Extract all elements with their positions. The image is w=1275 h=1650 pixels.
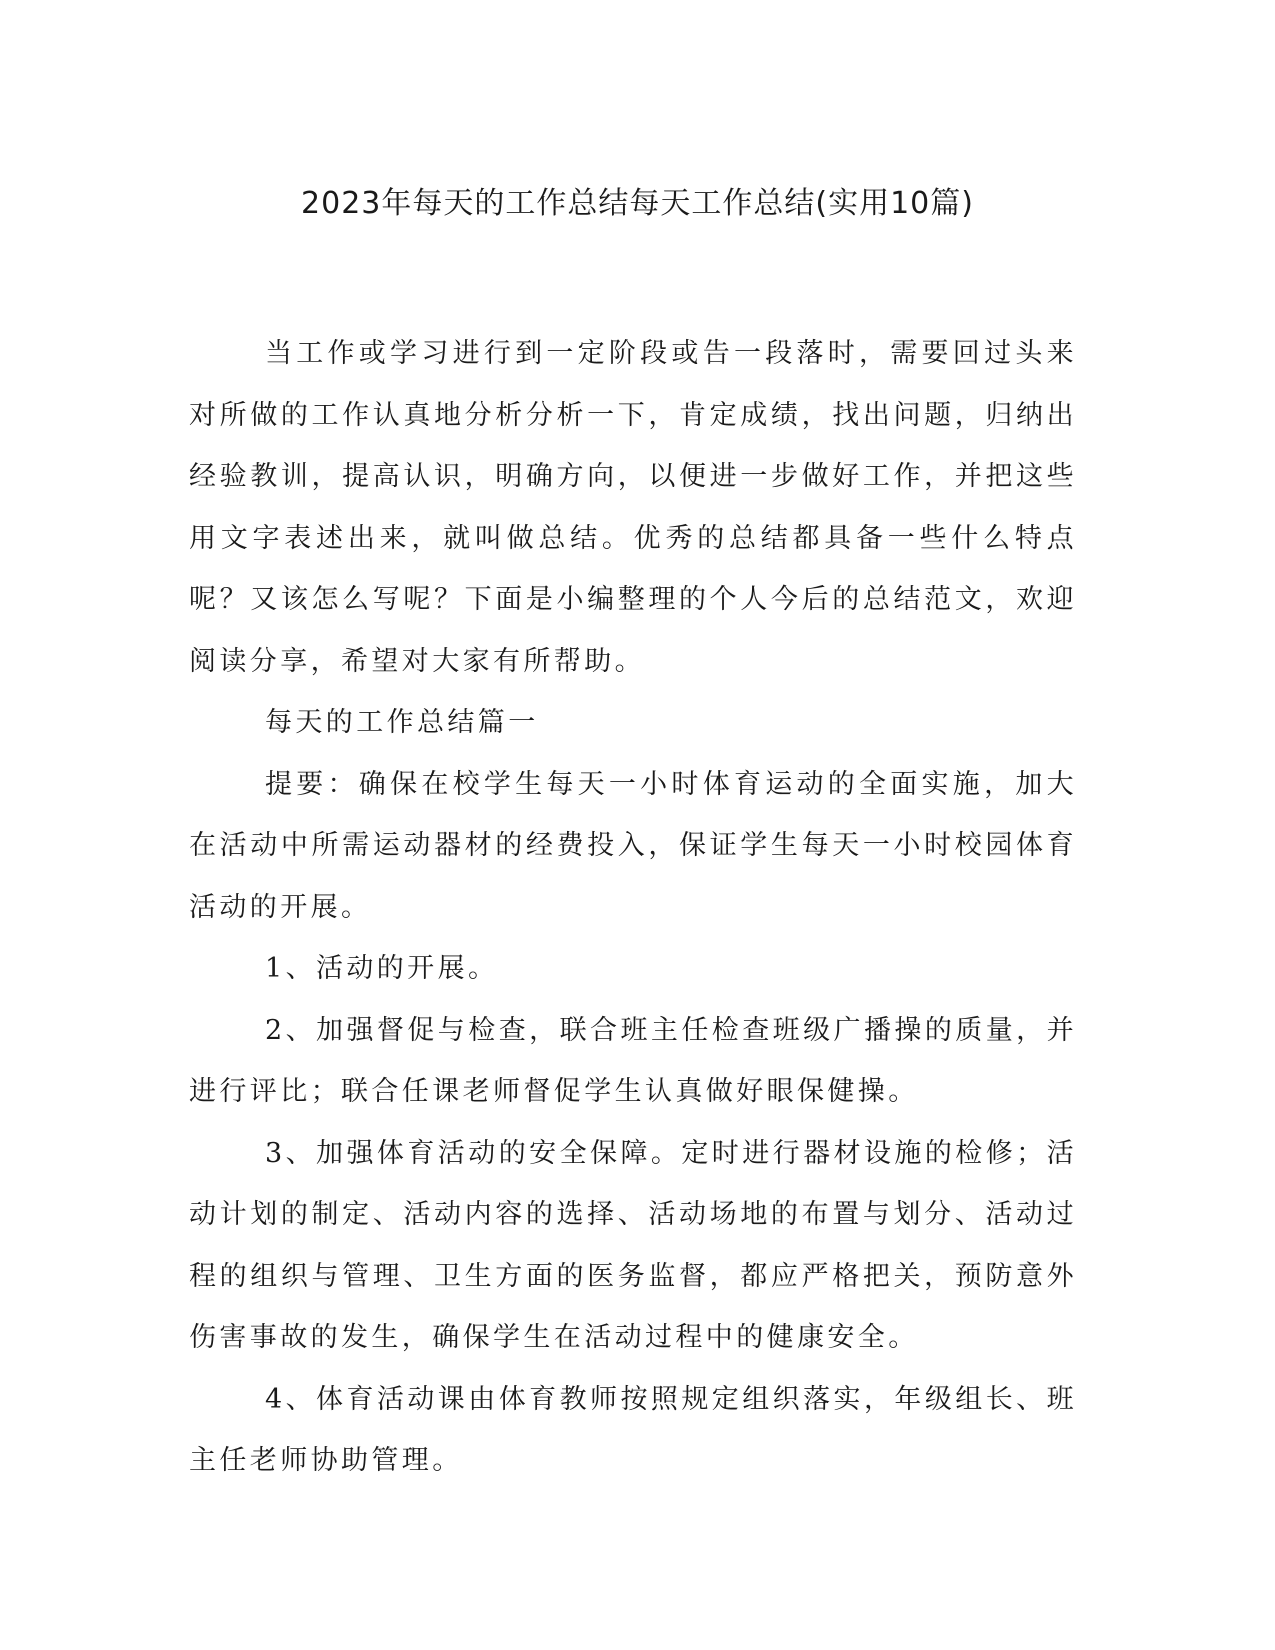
intro-paragraph: 当工作或学习进行到一定阶段或告一段落时，需要回过头来对所做的工作认真地分析分析一下，肯定成绩，找出问题，归纳出经验教训，提高认识，明确方向，以便进一步做好工作，并把这些用文字表述出来，就叫做总结。优秀的总结都具备一些什么特点呢？又该怎么写呢？下面是小编整理的个人今后的总结范文，欢迎阅读分享，希望对大家有所帮助。 xyxy=(189,338,1077,677)
list-item-2: 2、加强督促与检查，联合班主任检查班级广播操的质量，并进行评比；联合任课老师督促学生认真做好眼保健操。 xyxy=(189,1014,1077,1107)
document-title: 2023年每天的工作总结每天工作总结(实用10篇) xyxy=(301,186,974,221)
list-item-4: 4、体育活动课由体育教师按照规定组织落实，年级组长、班主任老师协助管理。 xyxy=(189,1383,1077,1476)
summary-paragraph: 提要：确保在校学生每天一小时体育运动的全面实施，加大在活动中所需运动器材的经费投入，保证学生每天一小时校园体育活动的开展。 xyxy=(189,768,1077,923)
list-item-3: 3、加强体育活动的安全保障。定时进行器材设施的检修；活动计划的制定、活动内容的选择、活动场地的布置与划分、活动过程的组织与管理、卫生方面的医务监督，都应严格把关，预防意外伤害事故的发生，确保学生在活动过程中的健康安全。 xyxy=(189,1137,1077,1353)
section-heading: 每天的工作总结篇一 xyxy=(265,707,539,738)
list-item-1: 1、活动的开展。 xyxy=(265,953,499,984)
document-body xyxy=(189,323,1077,1492)
